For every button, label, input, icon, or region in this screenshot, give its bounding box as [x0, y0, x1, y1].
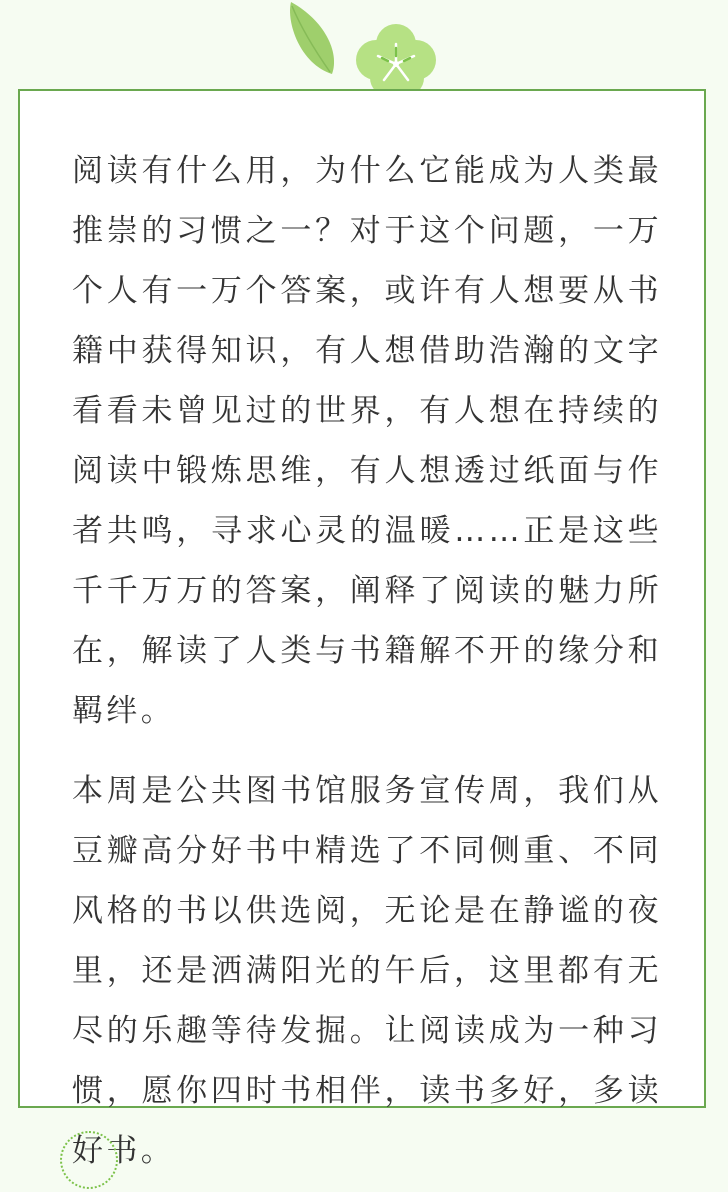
- article-paragraph: 阅读有什么用，为什么它能成为人类最推崇的习惯之一？对于这个问题，一万个人有一万个答案，或许有人想要从书籍中获得知识，有人想借助浩瀚的文字看看未曾见过的世界，有人想在持续的阅读中锻炼思维，有人想透过纸面与作者共鸣，寻求心灵的温暖……正是这些千千万万的答案，阐释了阅读的魅力所在，解读了人类与书籍解不开的缘分和羁绊。: [72, 153, 662, 729]
- decoration-clover-flower-icon: [348, 20, 444, 92]
- article-body: [72, 141, 662, 1181]
- decoration-dotted-circle-icon: [60, 1131, 118, 1189]
- decoration-leaf-icon: [280, 0, 340, 80]
- article-paragraph: 本周是公共图书馆服务宣传周，我们从豆瓣高分好书中精选了不同侧重、不同风格的书以供选阅，无论是在静谧的夜里，还是洒满阳光的午后，这里都有无尽的乐趣等待发掘。让阅读成为一种习惯，愿你四时书相伴，读书多好，多读好书。: [72, 773, 662, 1169]
- article-card: [18, 89, 706, 1169]
